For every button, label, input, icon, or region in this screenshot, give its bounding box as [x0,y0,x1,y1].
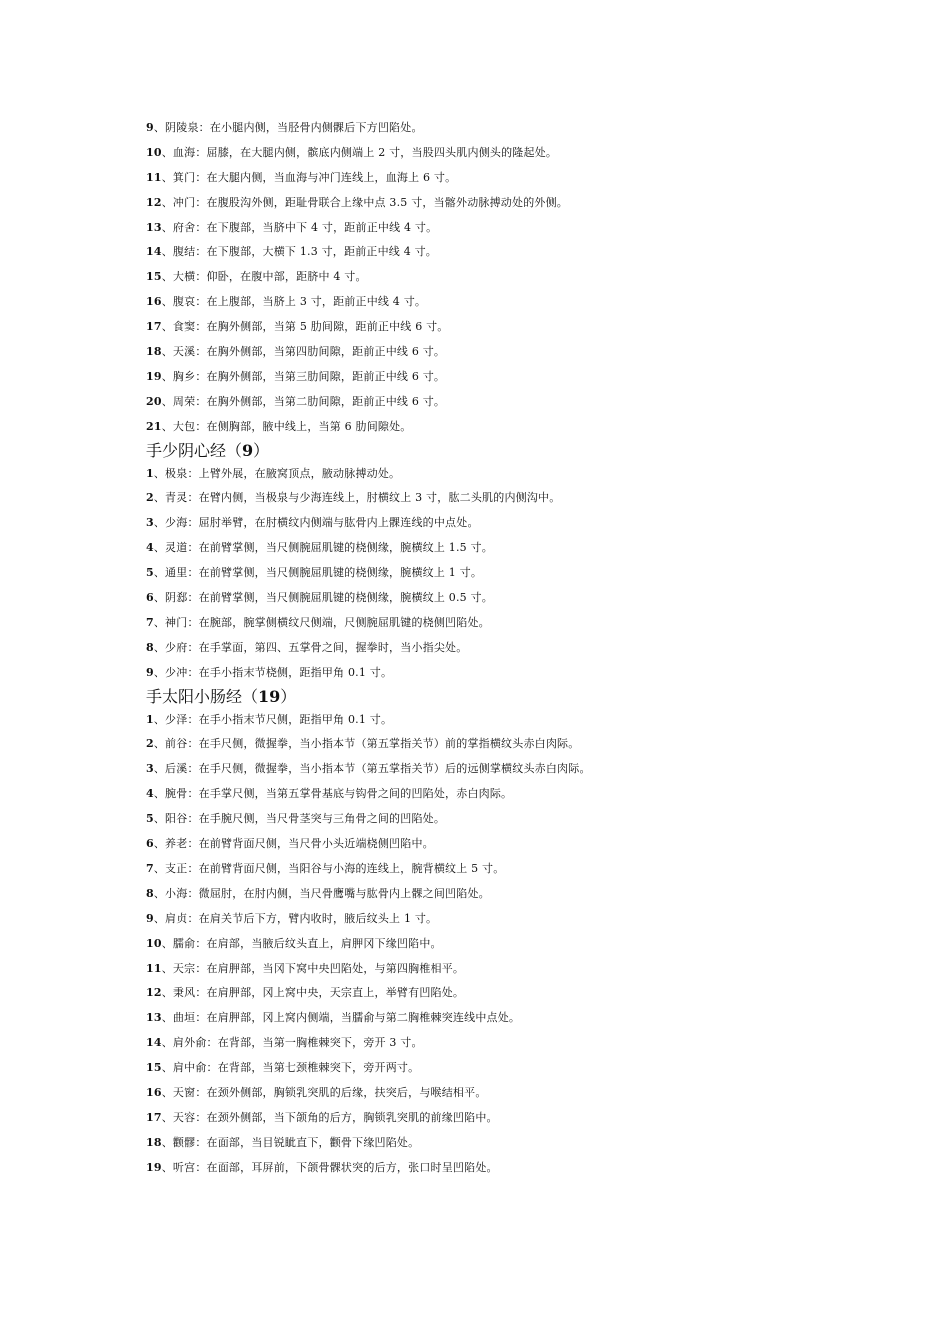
acupoint-description: 、颧髎：在面部，当目锐眦直下，颧骨下缘凹陷处。 [161,1135,420,1149]
acupoint-entry [146,887,926,900]
acupoint-description: 、青灵：在臂内侧，当极泉与少海连线上，肘横纹上 3 寸，肱二头肌的内侧沟中。 [153,491,561,505]
acupoint-description: 、天容：在颈外侧部，当下颌角的后方，胸锁乳突肌的前缘凹陷中。 [161,1110,498,1124]
acupoint-description: 、肩中俞：在背部，当第七颈椎棘突下，旁开两寸。 [161,1061,420,1075]
acupoint-number: 6 [146,837,154,851]
acupoint-number: 12 [146,195,162,209]
section-heading [146,687,926,707]
acupoint-number: 6 [146,591,154,605]
acupoint-entry [146,491,926,504]
acupoint-entry [146,787,926,800]
acupoint-description: 、阳谷：在手腕尺侧，当尺骨茎突与三角骨之间的凹陷处。 [153,812,446,826]
acupoint-description: 、周荣：在胸外侧部，当第二肋间隙，距前正中线 6 寸。 [161,394,446,408]
acupoint-number: 18 [146,345,162,359]
acupoint-entry [146,1111,926,1124]
acupoint-entry [146,467,926,480]
acupoint-number: 20 [146,394,162,408]
acupoint-description: 、胸乡：在胸外侧部，当第三肋间隙，距前正中线 6 寸。 [161,369,446,383]
acupoint-number: 15 [146,270,162,284]
acupoint-description: 、少府：在手掌面，第四、五掌骨之间，握拳时，当小指尖处。 [153,640,468,654]
acupoint-description: 、肩贞：在肩关节后下方，臂内收时，腋后纹头上 1 寸。 [153,911,438,925]
acupoint-description: 、支正：在前臂背面尺侧，当阳谷与小海的连线上，腕背横纹上 5 寸。 [153,861,505,875]
acupoint-entry [146,666,926,679]
acupoint-number: 2 [146,737,154,751]
section-heading-count: 9 [242,440,254,460]
acupoint-entry [146,641,926,654]
acupoint-description: 、少海：屈肘举臂，在肘横纹内侧端与肱骨内上髁连线的中点处。 [153,516,479,530]
acupoint-number: 1 [146,712,154,726]
acupoint-entry [146,320,926,333]
acupoint-description: 、天溪：在胸外侧部，当第四肋间隙，距前正中线 6 寸。 [161,345,446,359]
acupoint-description: 、冲门：在腹股沟外侧，距耻骨联合上缘中点 3.5 寸，当髂外动脉搏动处的外侧。 [161,195,569,209]
acupoint-number: 16 [146,295,162,309]
acupoint-description: 、养老：在前臂背面尺侧，当尺骨小头近端桡侧凹陷中。 [153,837,434,851]
acupoint-number: 12 [146,986,162,1000]
acupoint-number: 3 [146,762,154,776]
acupoint-description: 、阴陵泉：在小腿内侧，当胫骨内侧髁后下方凹陷处。 [153,121,423,134]
acupoint-number: 10 [146,145,162,159]
acupoint-description: 、神门：在腕部，腕掌侧横纹尺侧端，尺侧腕屈肌键的桡侧凹陷处。 [153,615,490,629]
section-heading-close: ） [280,686,297,706]
acupoint-description: 、食窦：在胸外侧部，当第 5 肋间隙，距前正中线 6 寸。 [161,320,449,334]
acupoint-entry [146,395,926,408]
acupoint-entry [146,912,926,925]
acupoint-number: 4 [146,541,154,555]
acupoint-entry [146,1136,926,1149]
acupoint-number: 2 [146,491,154,505]
acupoint-number: 19 [146,369,162,383]
acupoint-number: 8 [146,886,154,900]
acupoint-number: 7 [146,861,154,875]
acupoint-entry [146,616,926,629]
acupoint-number: 5 [146,566,154,580]
section-heading-close: ） [253,440,270,460]
acupoint-description: 、秉风：在肩胛部，冈上窝中央，天宗直上，举臂有凹陷处。 [161,986,465,1000]
acupoint-description: 、府舍：在下腹部，当脐中下 4 寸，距前正中线 4 寸。 [161,220,438,234]
acupoint-entry [146,862,926,875]
acupoint-entry [146,270,926,283]
acupoint-number: 16 [146,1085,162,1099]
section-heading [146,441,926,461]
acupoint-description: 、腹哀：在上腹部，当脐上 3 寸，距前正中线 4 寸。 [161,295,427,309]
section-heading-title: 手少阴心经（ [146,440,243,460]
acupoint-entry [146,121,926,134]
acupoint-description: 、血海：屈膝，在大腿内侧，髌底内侧端上 2 寸，当股四头肌内侧头的隆起处。 [161,145,558,159]
acupoint-entry [146,1086,926,1099]
acupoint-description: 、大横：仰卧，在腹中部，距脐中 4 寸。 [161,270,367,284]
acupoint-entry [146,295,926,308]
acupoint-number: 5 [146,812,154,826]
acupoint-description: 、箕门：在大腿内侧，当血海与冲门连线上，血海上 6 寸。 [161,170,457,184]
acupoint-number: 3 [146,516,154,530]
acupoint-description: 、前谷：在手尺侧，微握拳，当小指本节（第五掌指关节）前的掌指横纹头赤白肉际。 [153,737,580,751]
acupoint-number: 14 [146,1036,162,1050]
acupoint-entry [146,812,926,825]
acupoint-number: 9 [146,121,154,134]
acupoint-description: 、臑俞：在肩部，当腋后纹头直上，肩胛冈下缘凹陷中。 [161,936,442,950]
acupoint-number: 9 [146,665,154,679]
acupoint-number: 21 [146,419,162,433]
acupoint-description: 、听宫：在面部，耳屏前，下颌骨髁状突的后方，张口时呈凹陷处。 [161,1160,498,1174]
acupoint-description: 、极泉：上臂外展，在腋窝顶点，腋动脉搏动处。 [153,466,401,480]
acupoint-number: 4 [146,787,154,801]
acupoint-number: 19 [146,1160,162,1174]
section-heading-title: 手太阳小肠经（ [146,686,259,706]
acupoint-entry [146,221,926,234]
acupoint-description: 、灵道：在前臂掌侧，当尺侧腕屈肌键的桡侧缘，腕横纹上 1.5 寸。 [153,541,493,555]
section-heading-count: 19 [258,686,281,706]
acupoint-number: 8 [146,640,154,654]
acupoint-entry [146,937,926,950]
acupoint-description: 、腹结：在下腹部，大横下 1.3 寸，距前正中线 4 寸。 [161,245,437,259]
acupoint-number: 15 [146,1061,162,1075]
acupoint-entry [146,196,926,209]
acupoint-number: 10 [146,936,162,950]
acupoint-entry [146,541,926,554]
acupoint-entry [146,986,926,999]
acupoint-number: 1 [146,466,154,480]
acupoint-entry [146,566,926,579]
acupoint-entry [146,171,926,184]
document-page [146,121,926,1186]
acupoint-entry [146,420,926,433]
acupoint-description: 、阴郄：在前臂掌侧，当尺侧腕屈肌键的桡侧缘，腕横纹上 0.5 寸。 [153,591,493,605]
acupoint-entry [146,245,926,258]
acupoint-number: 11 [146,170,162,184]
acupoint-entry [146,1061,926,1074]
acupoint-entry [146,1011,926,1024]
acupoint-description: 、通里：在前臂掌侧，当尺侧腕屈肌键的桡侧缘，腕横纹上 1 寸。 [153,566,483,580]
acupoint-number: 7 [146,615,154,629]
acupoint-description: 、后溪：在手尺侧，微握拳，当小指本节（第五掌指关节）后的远侧掌横纹头赤白肉际。 [153,762,591,776]
acupoint-description: 、天窗：在颈外侧部，胸锁乳突肌的后缘，扶突后，与喉结相平。 [161,1085,487,1099]
acupoint-description: 、少冲：在手小指末节桡侧，距指甲角 0.1 寸。 [153,665,393,679]
acupoint-entry [146,713,926,726]
acupoint-number: 14 [146,245,162,259]
acupoint-entry [146,1036,926,1049]
acupoint-number: 11 [146,961,162,975]
acupoint-description: 、大包：在侧胸部，腋中线上，当第 6 肋间隙处。 [161,419,412,433]
acupoint-entry [146,516,926,529]
acupoint-description: 、肩外俞：在背部，当第一胸椎棘突下，旁开 3 寸。 [161,1036,423,1050]
acupoint-entry [146,762,926,775]
acupoint-entry [146,146,926,159]
acupoint-description: 、天宗：在肩胛部，当冈下窝中央凹陷处，与第四胸椎相平。 [161,961,465,975]
acupoint-entry [146,1161,926,1174]
acupoint-number: 17 [146,1110,162,1124]
acupoint-description: 、腕骨：在手掌尺侧，当第五掌骨基底与钩骨之间的凹陷处，赤白肉际。 [153,787,513,801]
acupoint-number: 18 [146,1135,162,1149]
acupoint-description: 、小海：微屈肘，在肘内侧，当尺骨鹰嘴与肱骨内上髁之间凹陷处。 [153,886,490,900]
acupoint-number: 17 [146,320,162,334]
acupoint-number: 13 [146,1011,162,1025]
acupoint-description: 、曲垣：在肩胛部，冈上窝内侧端，当臑俞与第二胸椎棘突连线中点处。 [161,1011,521,1025]
acupoint-entry [146,591,926,604]
acupoint-entry [146,737,926,750]
acupoint-number: 13 [146,220,162,234]
acupoint-entry [146,837,926,850]
acupoint-number: 9 [146,911,154,925]
acupoint-entry [146,345,926,358]
acupoint-description: 、少泽：在手小指末节尺侧，距指甲角 0.1 寸。 [153,712,393,726]
acupoint-entry [146,370,926,383]
acupoint-entry [146,962,926,975]
